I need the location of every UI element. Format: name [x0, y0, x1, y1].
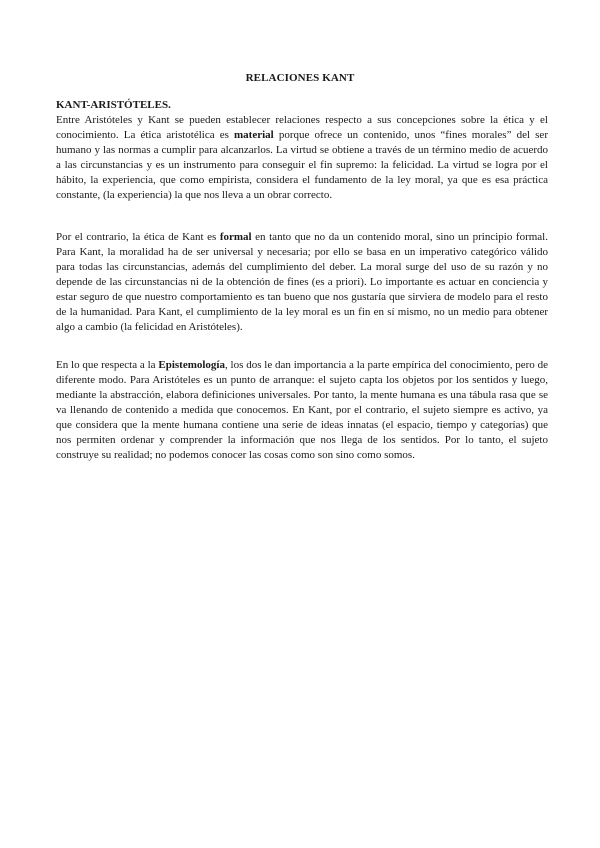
bold-term: material	[234, 129, 274, 141]
bold-term: Epistemología	[158, 359, 225, 371]
page-title: RELACIONES KANT	[245, 72, 355, 84]
paragraph-epistemology	[56, 358, 548, 463]
paragraph-text: En lo que respecta a la	[56, 359, 159, 371]
paragraph-text: en tanto que no da un contenido moral, sino un principio formal. Para Kant, la moralidad ha de ser universal y necesaria; por ello se basa en un imperativo categórico válido para todas las circunstancias, además del cumplimiento del deber. La moral surge del uso de su razón y no depende de las circunstancias ni de la obtención de fines (es a priori). Lo importante es actuar en conciencia y estar seguro de que nuestro comportamiento es tan bueno que nos gustaría que sirviera de modelo para el resto de la humanidad. Para Kant, el cumplimiento de la ley moral es un fin en sí mismo, no un medio para obtener algo a cambio (la felicidad en Aristóteles).	[56, 231, 548, 333]
paragraph-aristotle-ethics	[56, 113, 548, 203]
paragraph-text: Entre Aristóteles y Kant se pueden establecer relaciones respecto a sus concepciones sobre la ética y el conocimiento. La ética aristotélica es	[56, 114, 548, 141]
section-heading: KANT-ARISTÓTELES.	[56, 99, 171, 111]
paragraph-text: , los dos le dan importancia a la parte empírica del conocimiento, pero de diferente modo. Para Aristóteles es un punto de arranque: el sujeto capta los objetos por los sentidos y luego, mediante la abstracción, elabora definiciones universales. Por tanto, la mente humana es una tábula rasa que se va llenando de contenido a medida que conocemos. En Kant, por el contrario, el sujeto siempre es activo, ya que considera que la mente humana contiene una serie de ideas innatas (el espacio, tiempo y categorías) que nos permiten ordenar y comprender la información que nos llega de los sentidos. Por lo tanto, el sujeto construye su realidad; no podemos conocer las cosas como son sino como somos.	[56, 359, 548, 461]
paragraph-kant-ethics	[56, 230, 548, 335]
paragraph-text: Por el contrario, la ética de Kant es	[56, 231, 220, 243]
bold-term: formal	[219, 231, 252, 243]
paragraph-text: porque ofrece un contenido, unos “fines morales” del ser humano y las normas a cumplir para alcanzarlos. La virtud se obtiene a través de un término medio de acuerdo a las circunstancias y es un instrumento para conseguir el fin supremo: la felicidad. La virtud se logra por el hábito, la experiencia, que como empirista, considera el fundamento de la ley moral, ya que es esa práctica constante, (la experiencia) la que nos lleva a un obrar correcto.	[56, 129, 548, 201]
